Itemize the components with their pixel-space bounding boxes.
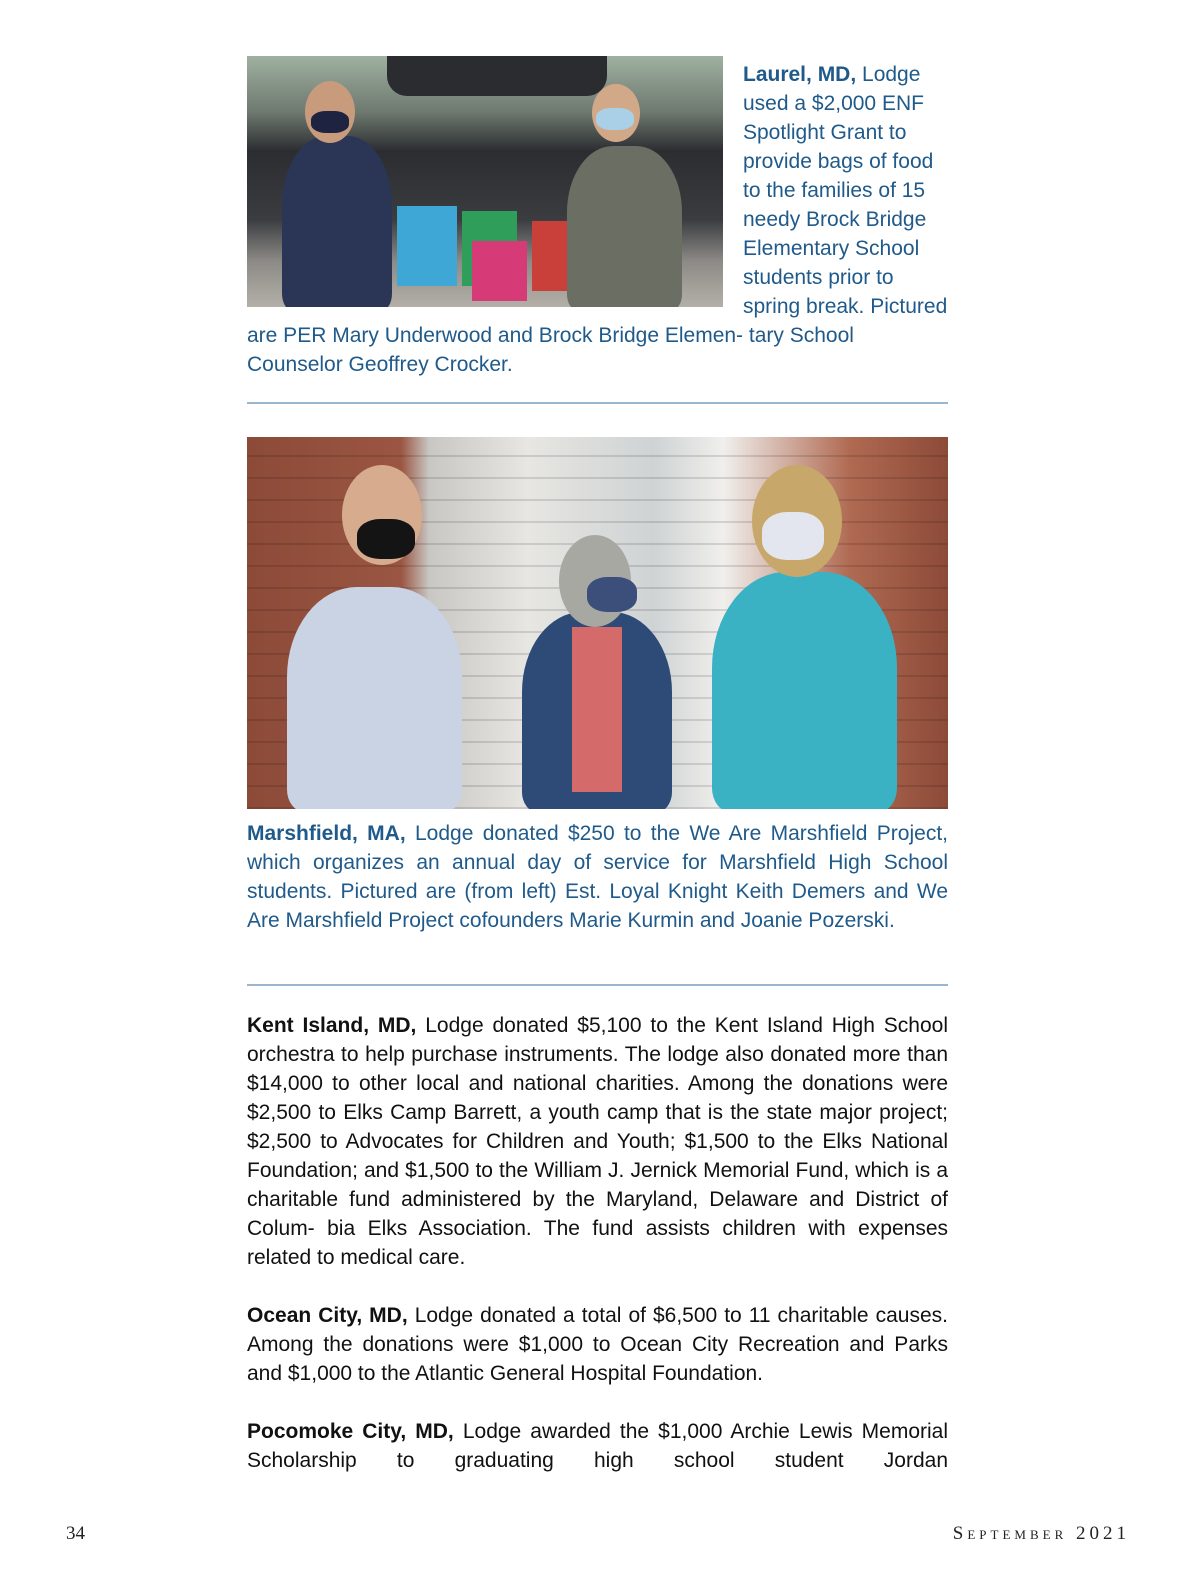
ocean-city-place: Ocean City, MD, (247, 1304, 408, 1327)
laurel-section (247, 56, 948, 379)
laurel-place: Laurel, MD, (743, 63, 857, 86)
issue-date: September 2021 (952, 1523, 1130, 1544)
article-body (247, 1011, 948, 1504)
ocean-city-text: Lodge donated a total of $6,500 to 11 charitable causes. Among the donations were $1,000 to Ocean City Recreation and Parks and $1,000 to the Atlantic General Hospital Foundation. (247, 1304, 949, 1385)
divider (247, 984, 948, 986)
marshfield-section (247, 819, 948, 935)
laurel-text: Lodge used a $2,000 ENF Spotlight Grant to provide bags of food to the families of 15 needy Brock Bridge Elementary School students prior to spring break. Pictured are PER Mary Underwood and Brock Bridge Elemen- tary School Counselor Geoffrey Crocker. (247, 63, 948, 376)
marshfield-caption (247, 819, 948, 935)
ocean-city-paragraph (247, 1301, 948, 1388)
pocomoke-place: Pocomoke City, MD, (247, 1420, 454, 1443)
marshfield-place: Marshfield, MA, (247, 822, 406, 845)
kent-island-place: Kent Island, MD, (247, 1014, 417, 1037)
marshfield-text: Lodge donated $250 to the We Are Marshfield Project, which organizes an annual day of service for Marshfield High School students. Pictured are (from left) Est. Loyal Knight Keith Demers and We Are Marshfield Project cofounders Marie Kurmin and Joanie Pozerski. (247, 822, 948, 932)
divider (247, 402, 948, 404)
pocomoke-paragraph (247, 1417, 948, 1475)
laurel-photo (247, 56, 723, 307)
marshfield-photo (247, 437, 948, 809)
pocomoke-text: Lodge awarded the $1,000 Archie Lewis Memorial Scholarship to graduating high school student Jordan (247, 1420, 949, 1472)
kent-island-text: Lodge donated $5,100 to the Kent Island High School orchestra to help purchase instruments. The lodge also donated more than $14,000 to other local and national charities. Among the donations were $2,500 to Elks Camp Barrett, a youth camp that is the state major project; $2,500 to Advocates for Children and Youth; $1,500 to the Elks National Foundation; and $1,500 to the William J. Jernick Memorial Fund, which is a charitable fund administered by the Maryland, Delaware and District of Colum- bia Elks Association. The fund assists children with expenses related to medical care. (247, 1014, 948, 1269)
page-number: 34 (66, 1523, 85, 1544)
kent-island-paragraph (247, 1011, 948, 1272)
